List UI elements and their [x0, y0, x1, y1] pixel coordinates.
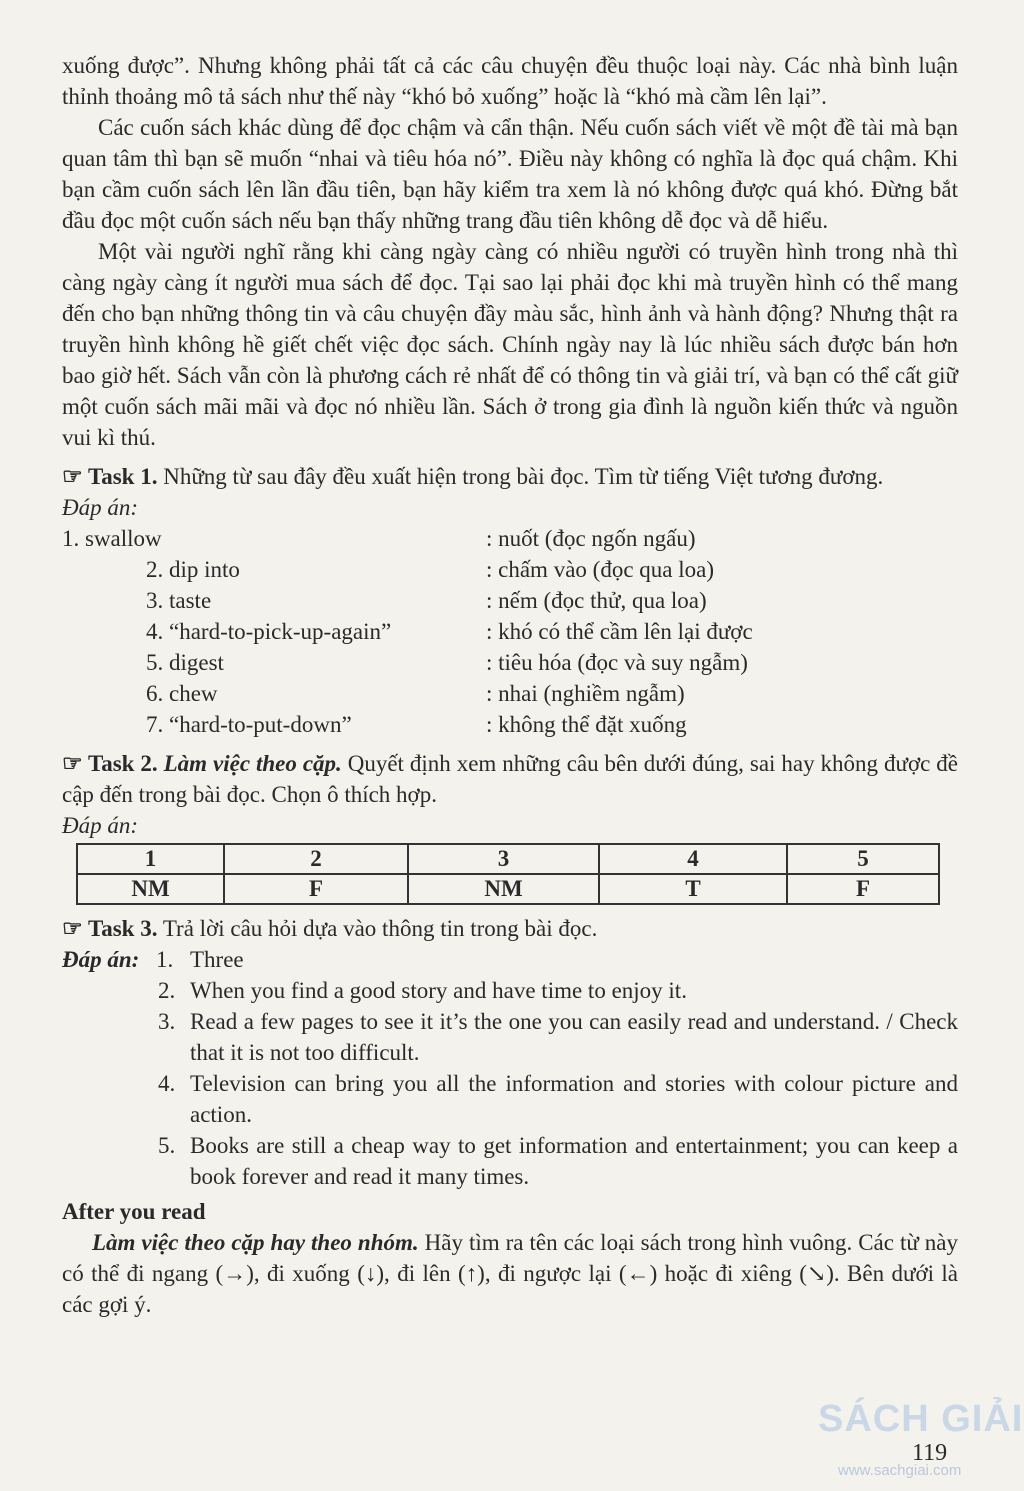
watermark-url: www.sachgiai.com	[838, 1462, 962, 1479]
task-2-instruction: Quyết định xem những câu bên dưới đúng, sai hay không được đề cập đến trong bài đọc. Chọn ô thích hợp.	[62, 751, 958, 807]
task-1-heading	[62, 461, 958, 492]
task-3-heading	[62, 913, 958, 944]
answer-number: 4.	[158, 1071, 176, 1096]
vocab-vi: : nuốt (đọc ngốn ngấu)	[486, 526, 696, 551]
table-header-cell: 2	[224, 844, 408, 874]
sachgiai-logo: SÁCH GIẢI	[818, 1398, 1024, 1440]
vocab-vi: : nếm (đọc thử, qua loa)	[486, 588, 707, 613]
task-1-instruction: Những từ sau đây đều xuất hiện trong bài đọc. Tìm từ tiếng Việt tương đương.	[157, 464, 884, 489]
answer-number: 2.	[158, 978, 176, 1003]
table-header-cell: 1	[77, 844, 224, 874]
table-cell: F	[787, 874, 939, 904]
vocab-en: 3. taste	[146, 588, 212, 613]
vocab-vi: : chấm vào (đọc qua loa)	[486, 557, 714, 582]
task-1-title: Task 1.	[88, 464, 158, 489]
task-2-title-italic: Làm việc theo cặp.	[163, 751, 342, 776]
task-2-answer-table	[76, 843, 940, 905]
answer-number: 1.	[156, 947, 174, 972]
task-3	[62, 913, 958, 1192]
task-2-title: Task 2.	[88, 751, 158, 776]
vocab-en: 6. chew	[146, 681, 218, 706]
task-1-answer-label: Đáp án:	[62, 495, 139, 520]
table-cell: NM	[408, 874, 599, 904]
vocab-en: 1. swallow	[62, 526, 162, 551]
vocab-en: 5. digest	[146, 650, 224, 675]
table-header-cell: 3	[408, 844, 599, 874]
task-3-answer-list	[62, 944, 958, 1192]
answer-text: Read a few pages to see it it’s the one you can easily read and understand. / Check that it is not too difficult.	[190, 1009, 958, 1065]
table-header-cell: 5	[787, 844, 939, 874]
paragraph-1: xuống được”. Nhưng không phải tất cả các câu chuyện đều thuộc loại này. Các nhà bình luận thỉnh thoảng mô tả sách như thế này “khó bỏ xuống” hoặc là “khó mà cầm lên lại”.	[62, 53, 958, 109]
task-3-title: Task 3.	[88, 916, 158, 941]
table-row	[77, 874, 939, 904]
table-header-cell: 4	[599, 844, 787, 874]
task-2-heading	[62, 748, 958, 810]
vocab-vi: : tiêu hóa (đọc và suy ngẫm)	[486, 650, 748, 675]
table-header-row	[77, 844, 939, 874]
vocab-vi: : nhai (nghiềm ngẫm)	[486, 681, 685, 706]
after-you-read-paragraph	[62, 1227, 958, 1320]
answer-text: Books are still a cheap way to get information and entertainment; you can keep a book forever and read it many times.	[190, 1133, 958, 1189]
after-you-read-text: Hãy tìm ra tên các loại sách trong hình vuông. Các từ này có thể đi ngang (→), đi xuống (↓), đi lên (↑), đi ngược lại (←) hoặc đi xiêng (↘). Bên dưới là các gợi ý.	[62, 1230, 959, 1317]
table-cell: T	[599, 874, 787, 904]
page-content	[62, 50, 958, 1320]
task-1-vocab-list	[62, 492, 958, 740]
after-you-read-heading: After you read	[62, 1199, 206, 1224]
answer-text: Television can bring you all the information and stories with colour picture and action.	[190, 1071, 958, 1127]
task-2-answer-label: Đáp án:	[62, 813, 139, 838]
after-you-read-lead: Làm việc theo cặp hay theo nhóm.	[92, 1230, 419, 1255]
pointing-hand-icon: ☞	[62, 464, 83, 489]
vocab-en: 4. “hard-to-pick-up-again”	[146, 619, 392, 644]
vocab-vi: : khó có thể cầm lên lại được	[486, 619, 753, 644]
page-number: 119	[912, 1440, 948, 1466]
pointing-hand-icon: ☞	[62, 916, 83, 941]
task-3-answer-label: Đáp án:	[62, 947, 140, 972]
pointing-hand-icon: ☞	[62, 751, 83, 776]
paragraph-3: Một vài người nghĩ rằng khi càng ngày càng có nhiều người có truyền hình trong nhà thì càng ngày càng ít người mua sách để đọc. Tại sao lại phải đọc khi mà truyền hình có thể mang đến cho bạn những thông tin và câu chuyện đầy màu sắc, hình ảnh và hành động? Nhưng thật ra truyền hình không hề giết chết việc đọc sách. Chính ngày nay là lúc nhiều sách được bán hơn bao giờ hết. Sách vẫn còn là phương cách rẻ nhất để có thông tin và giải trí, và bạn có thể cất giữ một cuốn sách mãi mãi và đọc nó nhiều lần. Sách ở trong gia đình là nguồn kiến thức và nguồn vui kì thú.	[62, 239, 958, 450]
vocab-en: 2. dip into	[146, 557, 240, 582]
answer-number: 3.	[158, 1009, 176, 1034]
answer-text: Three	[190, 947, 244, 972]
vocab-vi: : không thể đặt xuống	[486, 712, 687, 737]
task-2	[62, 748, 958, 905]
task-3-instruction: Trả lời câu hỏi dựa vào thông tin trong bài đọc.	[157, 916, 598, 941]
table-cell: NM	[77, 874, 224, 904]
vocab-en: 7. “hard-to-put-down”	[146, 712, 352, 737]
table-cell: F	[224, 874, 408, 904]
answer-number: 5.	[158, 1133, 176, 1158]
task-1	[62, 461, 958, 740]
answer-text: When you find a good story and have time to enjoy it.	[190, 978, 687, 1003]
paragraph-2: Các cuốn sách khác dùng để đọc chậm và cẩn thận. Nếu cuốn sách viết về một đề tài mà bạn quan tâm thì bạn sẽ muốn “nhai và tiêu hóa nó”. Điều này không có nghĩa là đọc quá chậm. Khi bạn cầm cuốn sách lên lần đầu tiên, bạn hãy kiểm tra xem là nó không được quá khó. Đừng bắt đầu đọc một cuốn sách nếu bạn thấy những trang đầu tiên không dễ đọc và dễ hiểu.	[62, 115, 958, 233]
